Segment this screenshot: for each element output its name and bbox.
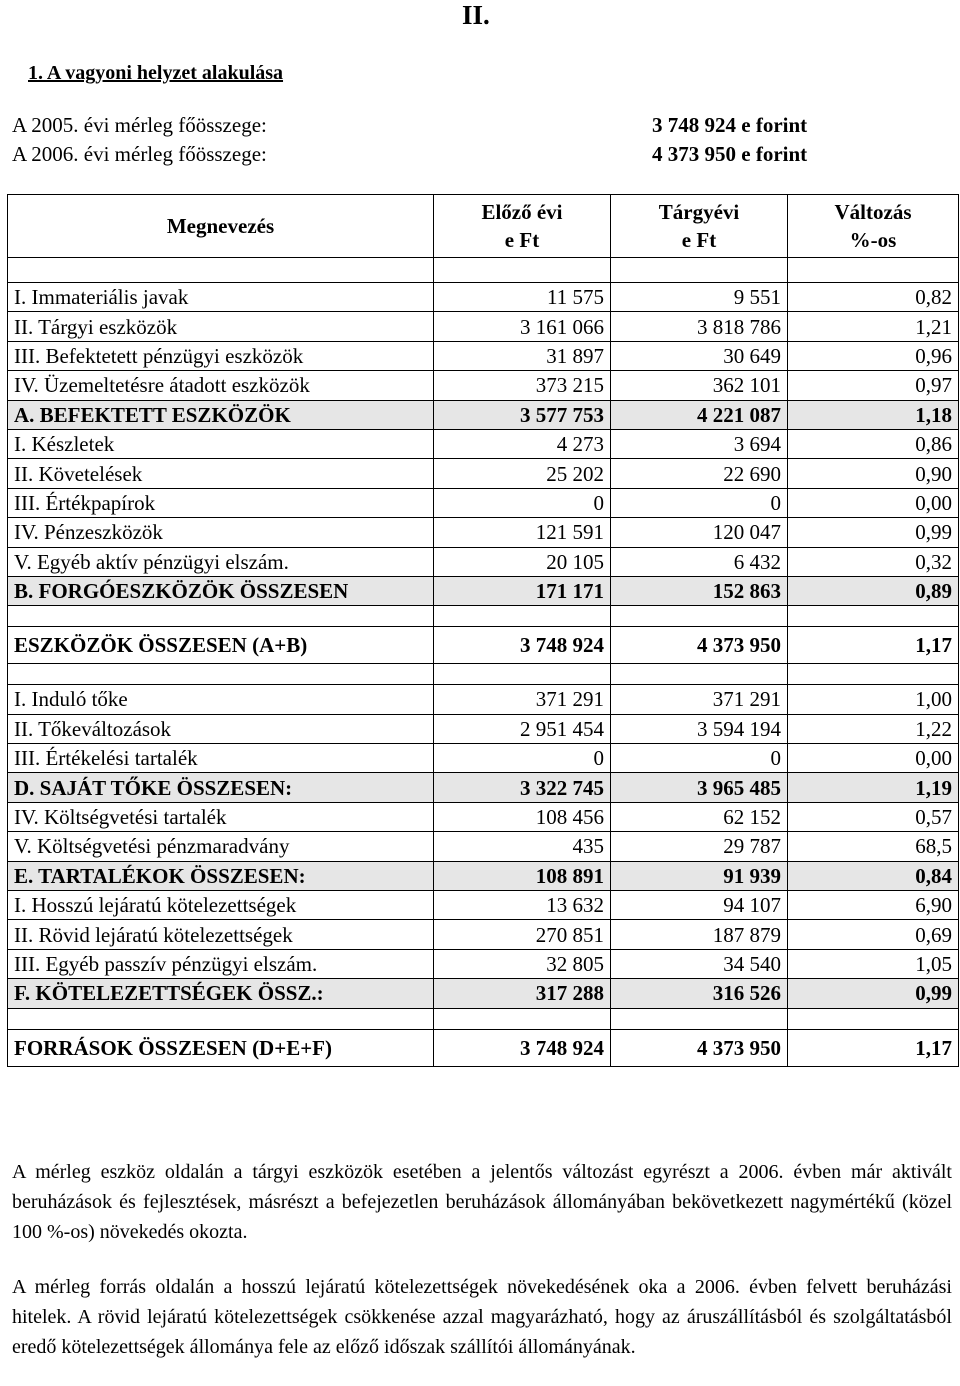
row-curr: 362 101 [611,371,788,400]
row-prev: 3 577 753 [434,400,611,429]
row-name: III. Értékelési tartalék [8,744,434,773]
table-row [8,920,959,949]
page-number: II. [462,0,490,30]
total-2006-label: A 2006. évi mérleg főösszege: [12,142,267,166]
paragraph-liabilities: A mérleg forrás oldalán a hosszú lejáratú kötelezettségek növekedésének oka a 2006. évben felvett beruházási hitelek. A rövid lejáratú kötelezettségek csökkenése azzal magyarázható, hogy az áruszállításból és szolgáltatásból eredő kötelezettségek állománya fele az előző időszak szállítói állományának. [12,1276,952,1358]
table-row [8,832,959,861]
row-prev: 121 591 [434,518,611,547]
row-name: II. Követelések [8,459,434,488]
row-change: 0,89 [788,576,959,605]
row-curr: 0 [611,488,788,517]
header-change: Változás %-os [788,195,959,258]
balance-table [7,194,959,1067]
table-row [8,773,959,802]
table-row [8,341,959,370]
table-row [8,1029,959,1066]
row-name: IV. Költségvetési tartalék [8,802,434,831]
row-name: I. Hosszú lejáratú kötelezettségek [8,891,434,920]
section-heading: 1. A vagyoni helyzet alakulása [28,62,284,84]
row-name: III. Értékpapírok [8,488,434,517]
table-row [8,400,959,429]
table-row [8,744,959,773]
row-name: I. Induló tőke [8,685,434,714]
row-prev: 0 [434,488,611,517]
row-prev: 108 891 [434,861,611,890]
row-name: I. Immateriális javak [8,283,434,312]
row-change: 0,00 [788,488,959,517]
table-row [8,371,959,400]
total-2006-value: 4 373 950 e forint [652,142,808,166]
row-curr: 91 939 [611,861,788,890]
table-row [8,714,959,743]
row-prev: 371 291 [434,685,611,714]
row-curr: 4 221 087 [611,400,788,429]
row-prev: 3 748 924 [434,627,611,664]
row-prev: 20 105 [434,547,611,576]
row-name: II. Tőkeváltozások [8,714,434,743]
row-curr: 120 047 [611,518,788,547]
row-name: FORRÁSOK ÖSSZESEN (D+E+F) [8,1029,434,1066]
row-prev: 4 273 [434,429,611,458]
row-name: E. TARTALÉKOK ÖSSZESEN: [8,861,434,890]
header-curr: Tárgyévi e Ft [611,195,788,258]
table-row [8,518,959,547]
row-prev: 3 748 924 [434,1029,611,1066]
row-curr: 4 373 950 [611,1029,788,1066]
row-name: ESZKÖZÖK ÖSSZESEN (A+B) [8,627,434,664]
separator-row [8,1008,959,1029]
row-name: IV. Pénzeszközök [8,518,434,547]
row-name: F. KÖTELEZETTSÉGEK ÖSSZ.: [8,979,434,1008]
table-row [8,891,959,920]
row-curr: 94 107 [611,891,788,920]
separator-row [8,606,959,627]
row-prev: 317 288 [434,979,611,1008]
row-prev: 11 575 [434,283,611,312]
row-prev: 171 171 [434,576,611,605]
row-change: 0,82 [788,283,959,312]
row-change: 68,5 [788,832,959,861]
row-change: 0,86 [788,429,959,458]
row-prev: 32 805 [434,949,611,978]
row-name: A. BEFEKTETT ESZKÖZÖK [8,400,434,429]
row-name: IV. Üzemeltetésre átadott eszközök [8,371,434,400]
row-prev: 2 951 454 [434,714,611,743]
table-row [8,312,959,341]
row-prev: 435 [434,832,611,861]
row-curr: 6 432 [611,547,788,576]
header-prev: Előző évi e Ft [434,195,611,258]
row-change: 0,69 [788,920,959,949]
table-row [8,488,959,517]
paragraph-assets: A mérleg eszköz oldalán a tárgyi eszközök esetében a jelentős változást egyrészt a 2006. évben már aktivált beruházások és fejlesztések, másrészt a befejezetlen beruházások állományában bekövetkezett nagymértékű (közel 100 %-os) növekedés okozta. [12,1161,952,1243]
row-change: 1,18 [788,400,959,429]
table-row [8,627,959,664]
row-change: 0,99 [788,518,959,547]
row-curr: 3 818 786 [611,312,788,341]
table-row [8,979,959,1008]
row-prev: 3 322 745 [434,773,611,802]
table-row [8,949,959,978]
total-2005-value: 3 748 924 e forint [652,113,808,137]
row-prev: 0 [434,744,611,773]
row-change: 1,21 [788,312,959,341]
row-curr: 4 373 950 [611,627,788,664]
row-prev: 3 161 066 [434,312,611,341]
row-prev: 13 632 [434,891,611,920]
row-prev: 373 215 [434,371,611,400]
row-curr: 62 152 [611,802,788,831]
row-name: V. Egyéb aktív pénzügyi elszám. [8,547,434,576]
row-prev: 31 897 [434,341,611,370]
table-header-row [8,195,959,258]
row-change: 1,17 [788,627,959,664]
row-change: 0,97 [788,371,959,400]
row-curr: 29 787 [611,832,788,861]
table-row [8,802,959,831]
row-curr: 22 690 [611,459,788,488]
table-row [8,459,959,488]
row-curr: 34 540 [611,949,788,978]
row-change: 0,57 [788,802,959,831]
row-change: 1,05 [788,949,959,978]
row-change: 0,90 [788,459,959,488]
table-row [8,685,959,714]
table-row [8,547,959,576]
row-change: 1,17 [788,1029,959,1066]
table-row [8,429,959,458]
row-name: II. Rövid lejáratú kötelezettségek [8,920,434,949]
row-change: 6,90 [788,891,959,920]
row-change: 0,99 [788,979,959,1008]
row-name: D. SAJÁT TŐKE ÖSSZESEN: [8,773,434,802]
header-name: Megnevezés [8,195,434,258]
row-curr: 316 526 [611,979,788,1008]
row-curr: 3 694 [611,429,788,458]
row-curr: 187 879 [611,920,788,949]
row-curr: 3 594 194 [611,714,788,743]
row-change: 1,22 [788,714,959,743]
row-prev: 25 202 [434,459,611,488]
row-curr: 3 965 485 [611,773,788,802]
row-curr: 371 291 [611,685,788,714]
row-name: III. Befektetett pénzügyi eszközök [8,341,434,370]
row-curr: 0 [611,744,788,773]
row-name: V. Költségvetési pénzmaradvány [8,832,434,861]
row-prev: 108 456 [434,802,611,831]
row-change: 0,32 [788,547,959,576]
row-change: 1,19 [788,773,959,802]
total-2005-label: A 2005. évi mérleg főösszege: [12,113,267,137]
row-change: 1,00 [788,685,959,714]
row-curr: 152 863 [611,576,788,605]
table-row [8,576,959,605]
row-name: II. Tárgyi eszközök [8,312,434,341]
separator-row [8,664,959,685]
row-name: III. Egyéb passzív pénzügyi elszám. [8,949,434,978]
table-row [8,283,959,312]
row-curr: 9 551 [611,283,788,312]
row-name: B. FORGÓESZKÖZÖK ÖSSZESEN [8,576,434,605]
row-name: I. Készletek [8,429,434,458]
table-row [8,861,959,890]
spacer-row [8,258,959,283]
row-prev: 270 851 [434,920,611,949]
row-change: 0,96 [788,341,959,370]
row-curr: 30 649 [611,341,788,370]
row-change: 0,84 [788,861,959,890]
row-change: 0,00 [788,744,959,773]
